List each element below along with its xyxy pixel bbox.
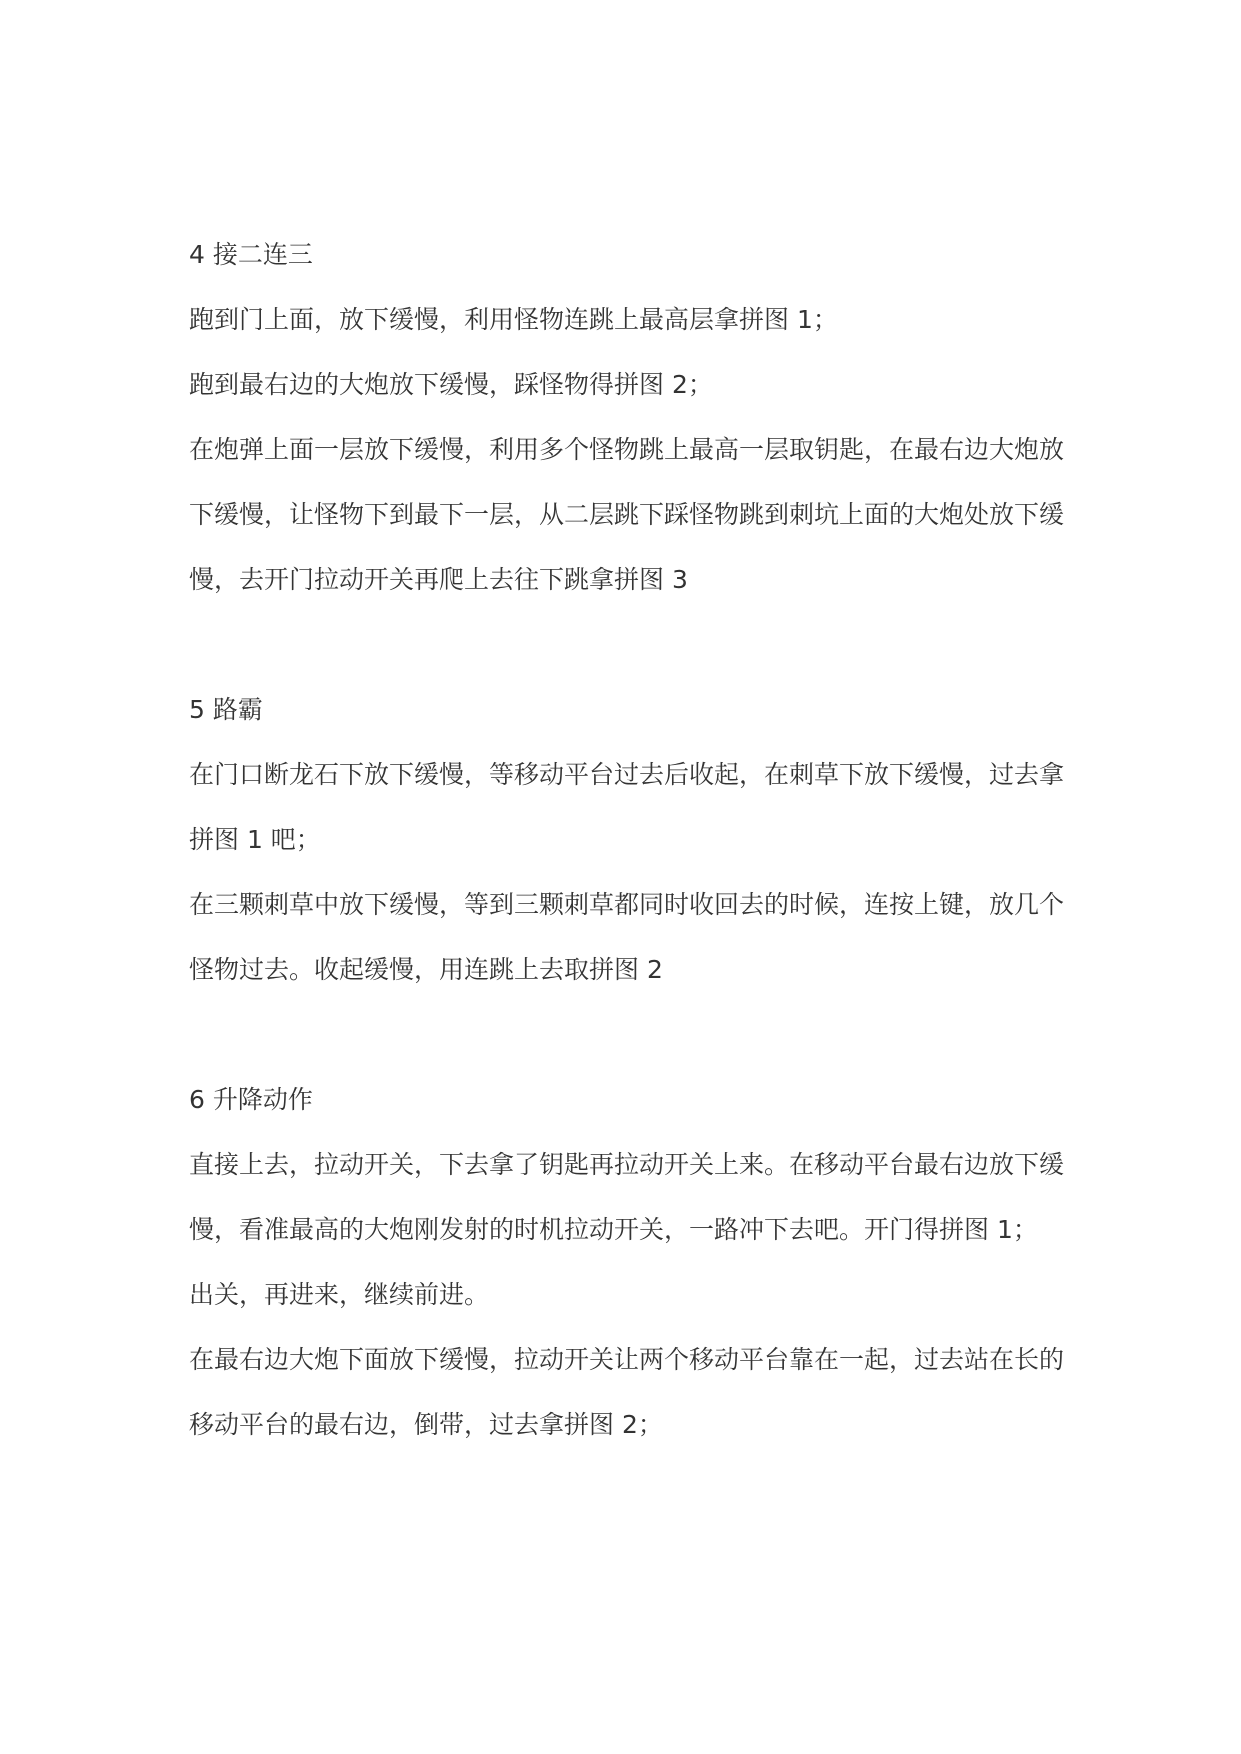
paragraph: 在三颗刺草中放下缓慢，等到三颗刺草都同时收回去的时候，连按上键，放几个怪物过去。收起缓慢，用连跳上去取拼图 2: [189, 890, 1065, 984]
section-heading: 4 接二连三: [189, 240, 313, 269]
paragraph: 在炮弹上面一层放下缓慢，利用多个怪物跳上最高一层取钥匙，在最右边大炮放下缓慢，让怪物下到最下一层，从二层跳下踩怪物跳到刺坑上面的大炮处放下缓慢，去开门拉动开关再爬上去往下跳拿拼图 3: [189, 435, 1065, 594]
section-4: [189, 222, 1069, 612]
paragraph: 在最右边大炮下面放下缓慢，拉动开关让两个移动平台靠在一起，过去站在长的移动平台的最右边，倒带，过去拿拼图 2；: [189, 1345, 1065, 1439]
section-heading: 6 升降动作: [189, 1085, 313, 1114]
paragraph: 在门口断龙石下放下缓慢，等移动平台过去后收起，在刺草下放下缓慢，过去拿拼图 1 吧；: [189, 760, 1065, 854]
paragraph: 跑到门上面，放下缓慢，利用怪物连跳上最高层拿拼图 1；: [189, 305, 838, 334]
paragraph: 直接上去，拉动开关，下去拿了钥匙再拉动开关上来。在移动平台最右边放下缓慢，看准最高的大炮刚发射的时机拉动开关，一路冲下去吧。开门得拼图 1；: [189, 1150, 1065, 1244]
section-5: [189, 677, 1069, 1002]
paragraph: 跑到最右边的大炮放下缓慢，踩怪物得拼图 2；: [189, 370, 713, 399]
section-heading: 5 路霸: [189, 695, 263, 724]
paragraph: 出关，再进来，继续前进。: [189, 1280, 490, 1309]
document-body: [189, 222, 1069, 1457]
section-6: [189, 1067, 1069, 1457]
